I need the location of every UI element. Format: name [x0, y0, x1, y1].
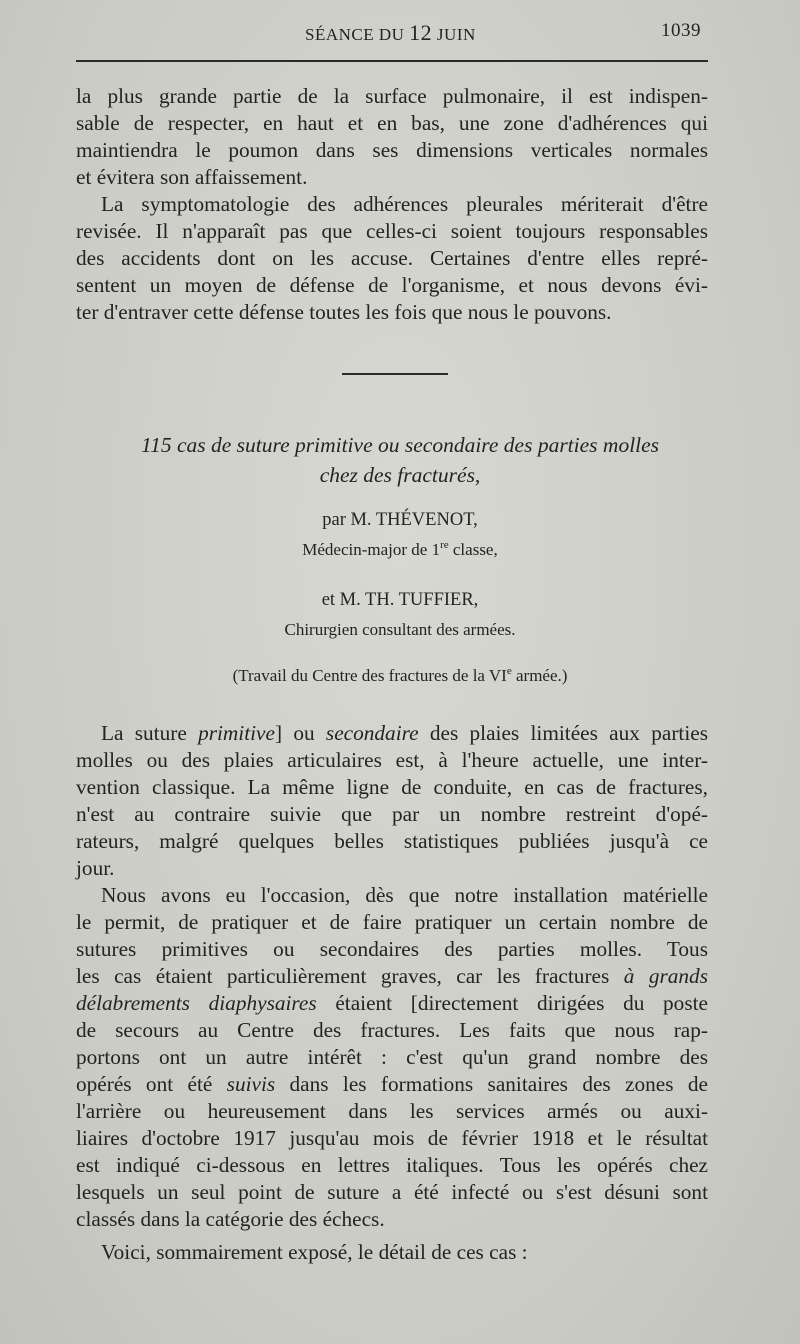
- article-title-line-2: chez des fracturés,: [319, 463, 481, 487]
- text-line: est indiqué ci-dessous en lettres italiques. Tous les opérés chez: [76, 1153, 708, 1177]
- paragraph-3: [76, 720, 708, 882]
- text-run: étaient [directement dirigées du poste: [316, 991, 708, 1015]
- text-line: sable de respecter, en haut et en bas, une zone d'adhérences qui: [76, 111, 708, 135]
- paragraph-4: [76, 882, 708, 1233]
- text-line: Nous avons eu l'occasion, dès que notre installation matérielle: [101, 883, 708, 907]
- paragraph-1: [76, 83, 708, 191]
- header-month: JUIN: [436, 25, 476, 44]
- text-run: des plaies limitées aux parties: [418, 721, 708, 745]
- text-line: lesquels un seul point de suture a été infecté ou s'est désuni sont: [76, 1180, 708, 1204]
- text-run: les cas étaient particulièrement graves, car les fractures: [76, 964, 624, 988]
- header-day: 12: [409, 20, 433, 45]
- author2-role: Chirurgien consultant des armées.: [284, 620, 516, 639]
- italic-run: primitive: [198, 721, 275, 745]
- text-run: dans les formations sanitaires des zones de: [275, 1072, 709, 1096]
- text-line: ter d'entraver cette défense toutes les fois que nous le pouvons.: [76, 300, 612, 324]
- text-line: [76, 963, 708, 990]
- text-line: sutures primitives ou secondaires des parties molles. Tous: [76, 937, 708, 961]
- author-and-line: et M. TH. TUFFIER,: [321, 590, 479, 610]
- text-line: le permit, de pratiquer et de faire pratiquer un certain nombre de: [76, 910, 708, 934]
- author1-role: [0, 540, 800, 560]
- author-by-line: par M. THÉVENOT,: [322, 510, 478, 530]
- italic-run: délabrements diaphysaires: [76, 991, 317, 1015]
- paragraph-2: [76, 191, 708, 326]
- text-line: et évitera son affaissement.: [76, 165, 308, 189]
- text-line: maintiendra le poumon dans ses dimensions verticales normales: [76, 138, 708, 162]
- italic-run: secondaire: [325, 721, 419, 745]
- text-line: des accidents dont on les accuse. Certaines d'entre elles repré-: [76, 246, 708, 270]
- text-run: ] ou: [274, 721, 326, 745]
- header-title: [305, 20, 476, 46]
- text-line: de secours au Centre des fractures. Les faits que nous rap-: [76, 1018, 708, 1042]
- work-origin-sup: e: [506, 665, 512, 677]
- text-line: [76, 720, 708, 747]
- text-line: l'arrière ou heureusement dans les services armés ou auxi-: [76, 1099, 708, 1123]
- text-run: opérés ont été: [76, 1072, 227, 1096]
- work-origin-text: (Travail du Centre des fractures de la VI: [232, 666, 507, 685]
- italic-run: suivis: [226, 1072, 276, 1096]
- text-line: [76, 990, 708, 1017]
- paragraph-5: [76, 1239, 708, 1266]
- section-separator: [342, 373, 448, 375]
- text-line: jour.: [76, 856, 115, 880]
- text-run: La suture: [101, 721, 199, 745]
- work-origin: [0, 666, 800, 686]
- running-header: [0, 18, 800, 44]
- page-number: 1039: [661, 20, 701, 41]
- text-line: sentent un moyen de défense de l'organisme, et nous devons évi-: [76, 273, 708, 297]
- text-line: vention classique. La même ligne de conduite, en cas de fractures,: [76, 775, 708, 799]
- text-line: molles ou des plaies articulaires est, à l'heure actuelle, une inter-: [76, 748, 708, 772]
- text-line: rateurs, malgré quelques belles statistiques publiées jusqu'à ce: [76, 829, 708, 853]
- work-origin-end: armée.): [511, 666, 568, 685]
- author1-role-end: classe,: [448, 540, 498, 559]
- text-line: La symptomatologie des adhérences pleurales mériterait d'être: [101, 192, 708, 216]
- text-line: la plus grande partie de la surface pulmonaire, il est indispen-: [76, 84, 708, 108]
- author1-role-sup: re: [440, 539, 449, 551]
- header-rule: [76, 60, 708, 62]
- text-line: portons ont un autre intérêt : c'est qu'un grand nombre des: [76, 1045, 708, 1069]
- author1-role-text: Médecin-major de 1: [302, 540, 441, 559]
- text-line: liaires d'octobre 1917 jusqu'au mois de février 1918 et le résultat: [76, 1126, 708, 1150]
- text-line: classés dans la catégorie des échecs.: [76, 1207, 385, 1231]
- text-line: Voici, sommairement exposé, le détail de ces cas :: [101, 1240, 528, 1264]
- article-title-line-1: 115 cas de suture primitive ou secondaire des parties molles: [140, 433, 660, 457]
- header-seance: SÉANCE DU: [305, 25, 405, 44]
- italic-run: à grands: [623, 964, 708, 988]
- text-line: n'est au contraire suivie que par un nombre restreint d'opé-: [76, 802, 708, 826]
- text-line: revisée. Il n'apparaît pas que celles-ci soient toujours responsables: [76, 219, 708, 243]
- text-line: [76, 1071, 708, 1098]
